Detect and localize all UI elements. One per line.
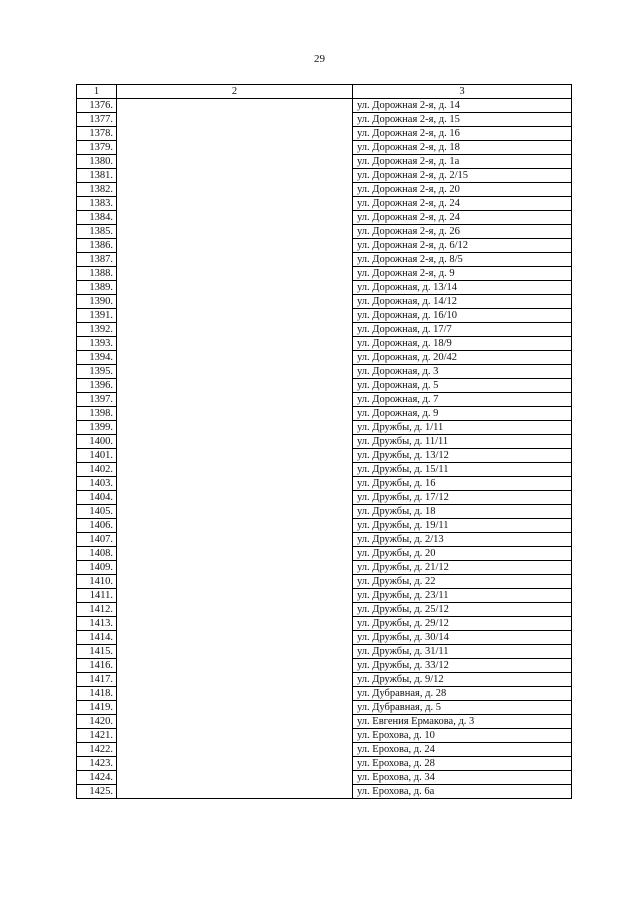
address-cell: ул. Ерохова, д. 28 (353, 757, 572, 771)
row-number: 1397. (77, 393, 117, 407)
address-cell: ул. Дружбы, д. 17/12 (353, 491, 572, 505)
address-cell: ул. Ерохова, д. 24 (353, 743, 572, 757)
row-number: 1420. (77, 715, 117, 729)
address-cell: ул. Дорожная 2-я, д. 24 (353, 211, 572, 225)
row-number: 1377. (77, 113, 117, 127)
address-cell: ул. Евгения Ермакова, д. 3 (353, 715, 572, 729)
row-number: 1414. (77, 631, 117, 645)
address-cell: ул. Ерохова, д. 10 (353, 729, 572, 743)
address-cell: ул. Дружбы, д. 2/13 (353, 533, 572, 547)
row-number: 1405. (77, 505, 117, 519)
row-number: 1408. (77, 547, 117, 561)
address-cell: ул. Дорожная 2-я, д. 14 (353, 99, 572, 113)
row-number: 1395. (77, 365, 117, 379)
address-cell: ул. Дорожная, д. 18/9 (353, 337, 572, 351)
address-cell: ул. Ерохова, д. 6а (353, 785, 572, 799)
address-cell: ул. Дружбы, д. 20 (353, 547, 572, 561)
row-number: 1389. (77, 281, 117, 295)
address-cell: ул. Дружбы, д. 31/11 (353, 645, 572, 659)
address-cell: ул. Дорожная, д. 3 (353, 365, 572, 379)
address-cell: ул. Дорожная 2-я, д. 1а (353, 155, 572, 169)
address-cell: ул. Дружбы, д. 1/11 (353, 421, 572, 435)
address-cell: ул. Дорожная, д. 9 (353, 407, 572, 421)
row-number: 1402. (77, 463, 117, 477)
row-number: 1413. (77, 617, 117, 631)
column-header-number: 1 (77, 85, 117, 99)
address-cell: ул. Дорожная 2-я, д. 24 (353, 197, 572, 211)
row-number: 1387. (77, 253, 117, 267)
row-number: 1421. (77, 729, 117, 743)
address-cell: ул. Дорожная 2-я, д. 15 (353, 113, 572, 127)
address-table (76, 84, 572, 799)
row-number: 1391. (77, 309, 117, 323)
row-number: 1394. (77, 351, 117, 365)
row-number: 1379. (77, 141, 117, 155)
row-number: 1384. (77, 211, 117, 225)
row-number: 1386. (77, 239, 117, 253)
row-number: 1393. (77, 337, 117, 351)
address-cell: ул. Дорожная 2-я, д. 8/5 (353, 253, 572, 267)
address-cell: ул. Дорожная, д. 13/14 (353, 281, 572, 295)
address-cell: ул. Дружбы, д. 30/14 (353, 631, 572, 645)
row-number: 1396. (77, 379, 117, 393)
column-header-address: 3 (353, 85, 572, 99)
row-number: 1392. (77, 323, 117, 337)
row-number: 1383. (77, 197, 117, 211)
row-number: 1399. (77, 421, 117, 435)
row-number: 1376. (77, 99, 117, 113)
row-number: 1411. (77, 589, 117, 603)
row-number: 1410. (77, 575, 117, 589)
address-cell: ул. Дорожная, д. 16/10 (353, 309, 572, 323)
row-number: 1382. (77, 183, 117, 197)
address-cell: ул. Дубравная, д. 5 (353, 701, 572, 715)
address-cell: ул. Дружбы, д. 13/12 (353, 449, 572, 463)
address-cell: ул. Дорожная 2-я, д. 16 (353, 127, 572, 141)
page-number: 29 (314, 53, 325, 65)
address-cell: ул. Дружбы, д. 11/11 (353, 435, 572, 449)
merged-column-2-cell (117, 99, 353, 799)
address-cell: ул. Дружбы, д. 29/12 (353, 617, 572, 631)
row-number: 1407. (77, 533, 117, 547)
row-number: 1404. (77, 491, 117, 505)
address-cell: ул. Ерохова, д. 34 (353, 771, 572, 785)
table-body (77, 99, 572, 799)
address-cell: ул. Дружбы, д. 18 (353, 505, 572, 519)
address-cell: ул. Дружбы, д. 25/12 (353, 603, 572, 617)
column-header-name: 2 (117, 85, 353, 99)
address-cell: ул. Дружбы, д. 9/12 (353, 673, 572, 687)
address-cell: ул. Дорожная 2-я, д. 20 (353, 183, 572, 197)
table-header-row (77, 85, 572, 99)
row-number: 1400. (77, 435, 117, 449)
address-cell: ул. Дружбы, д. 23/11 (353, 589, 572, 603)
row-number: 1409. (77, 561, 117, 575)
address-cell: ул. Дорожная, д. 14/12 (353, 295, 572, 309)
row-number: 1390. (77, 295, 117, 309)
row-number: 1419. (77, 701, 117, 715)
address-cell: ул. Дружбы, д. 15/11 (353, 463, 572, 477)
address-cell: ул. Дубравная, д. 28 (353, 687, 572, 701)
row-number: 1401. (77, 449, 117, 463)
address-cell: ул. Дорожная 2-я, д. 6/12 (353, 239, 572, 253)
address-cell: ул. Дорожная 2-я, д. 18 (353, 141, 572, 155)
address-cell: ул. Дорожная, д. 20/42 (353, 351, 572, 365)
row-number: 1415. (77, 645, 117, 659)
row-number: 1412. (77, 603, 117, 617)
address-cell: ул. Дружбы, д. 19/11 (353, 519, 572, 533)
row-number: 1403. (77, 477, 117, 491)
row-number: 1416. (77, 659, 117, 673)
address-cell: ул. Дружбы, д. 22 (353, 575, 572, 589)
row-number: 1398. (77, 407, 117, 421)
address-cell: ул. Дорожная 2-я, д. 2/15 (353, 169, 572, 183)
address-cell: ул. Дорожная, д. 5 (353, 379, 572, 393)
row-number: 1424. (77, 771, 117, 785)
address-cell: ул. Дружбы, д. 16 (353, 477, 572, 491)
address-cell: ул. Дружбы, д. 33/12 (353, 659, 572, 673)
row-number: 1423. (77, 757, 117, 771)
row-number: 1422. (77, 743, 117, 757)
address-cell: ул. Дорожная 2-я, д. 26 (353, 225, 572, 239)
address-cell: ул. Дорожная 2-я, д. 9 (353, 267, 572, 281)
row-number: 1380. (77, 155, 117, 169)
address-cell: ул. Дорожная, д. 7 (353, 393, 572, 407)
row-number: 1425. (77, 785, 117, 799)
row-number: 1417. (77, 673, 117, 687)
address-cell: ул. Дружбы, д. 21/12 (353, 561, 572, 575)
row-number: 1378. (77, 127, 117, 141)
table-row (77, 99, 572, 113)
row-number: 1418. (77, 687, 117, 701)
row-number: 1381. (77, 169, 117, 183)
row-number: 1406. (77, 519, 117, 533)
row-number: 1388. (77, 267, 117, 281)
row-number: 1385. (77, 225, 117, 239)
address-cell: ул. Дорожная, д. 17/7 (353, 323, 572, 337)
